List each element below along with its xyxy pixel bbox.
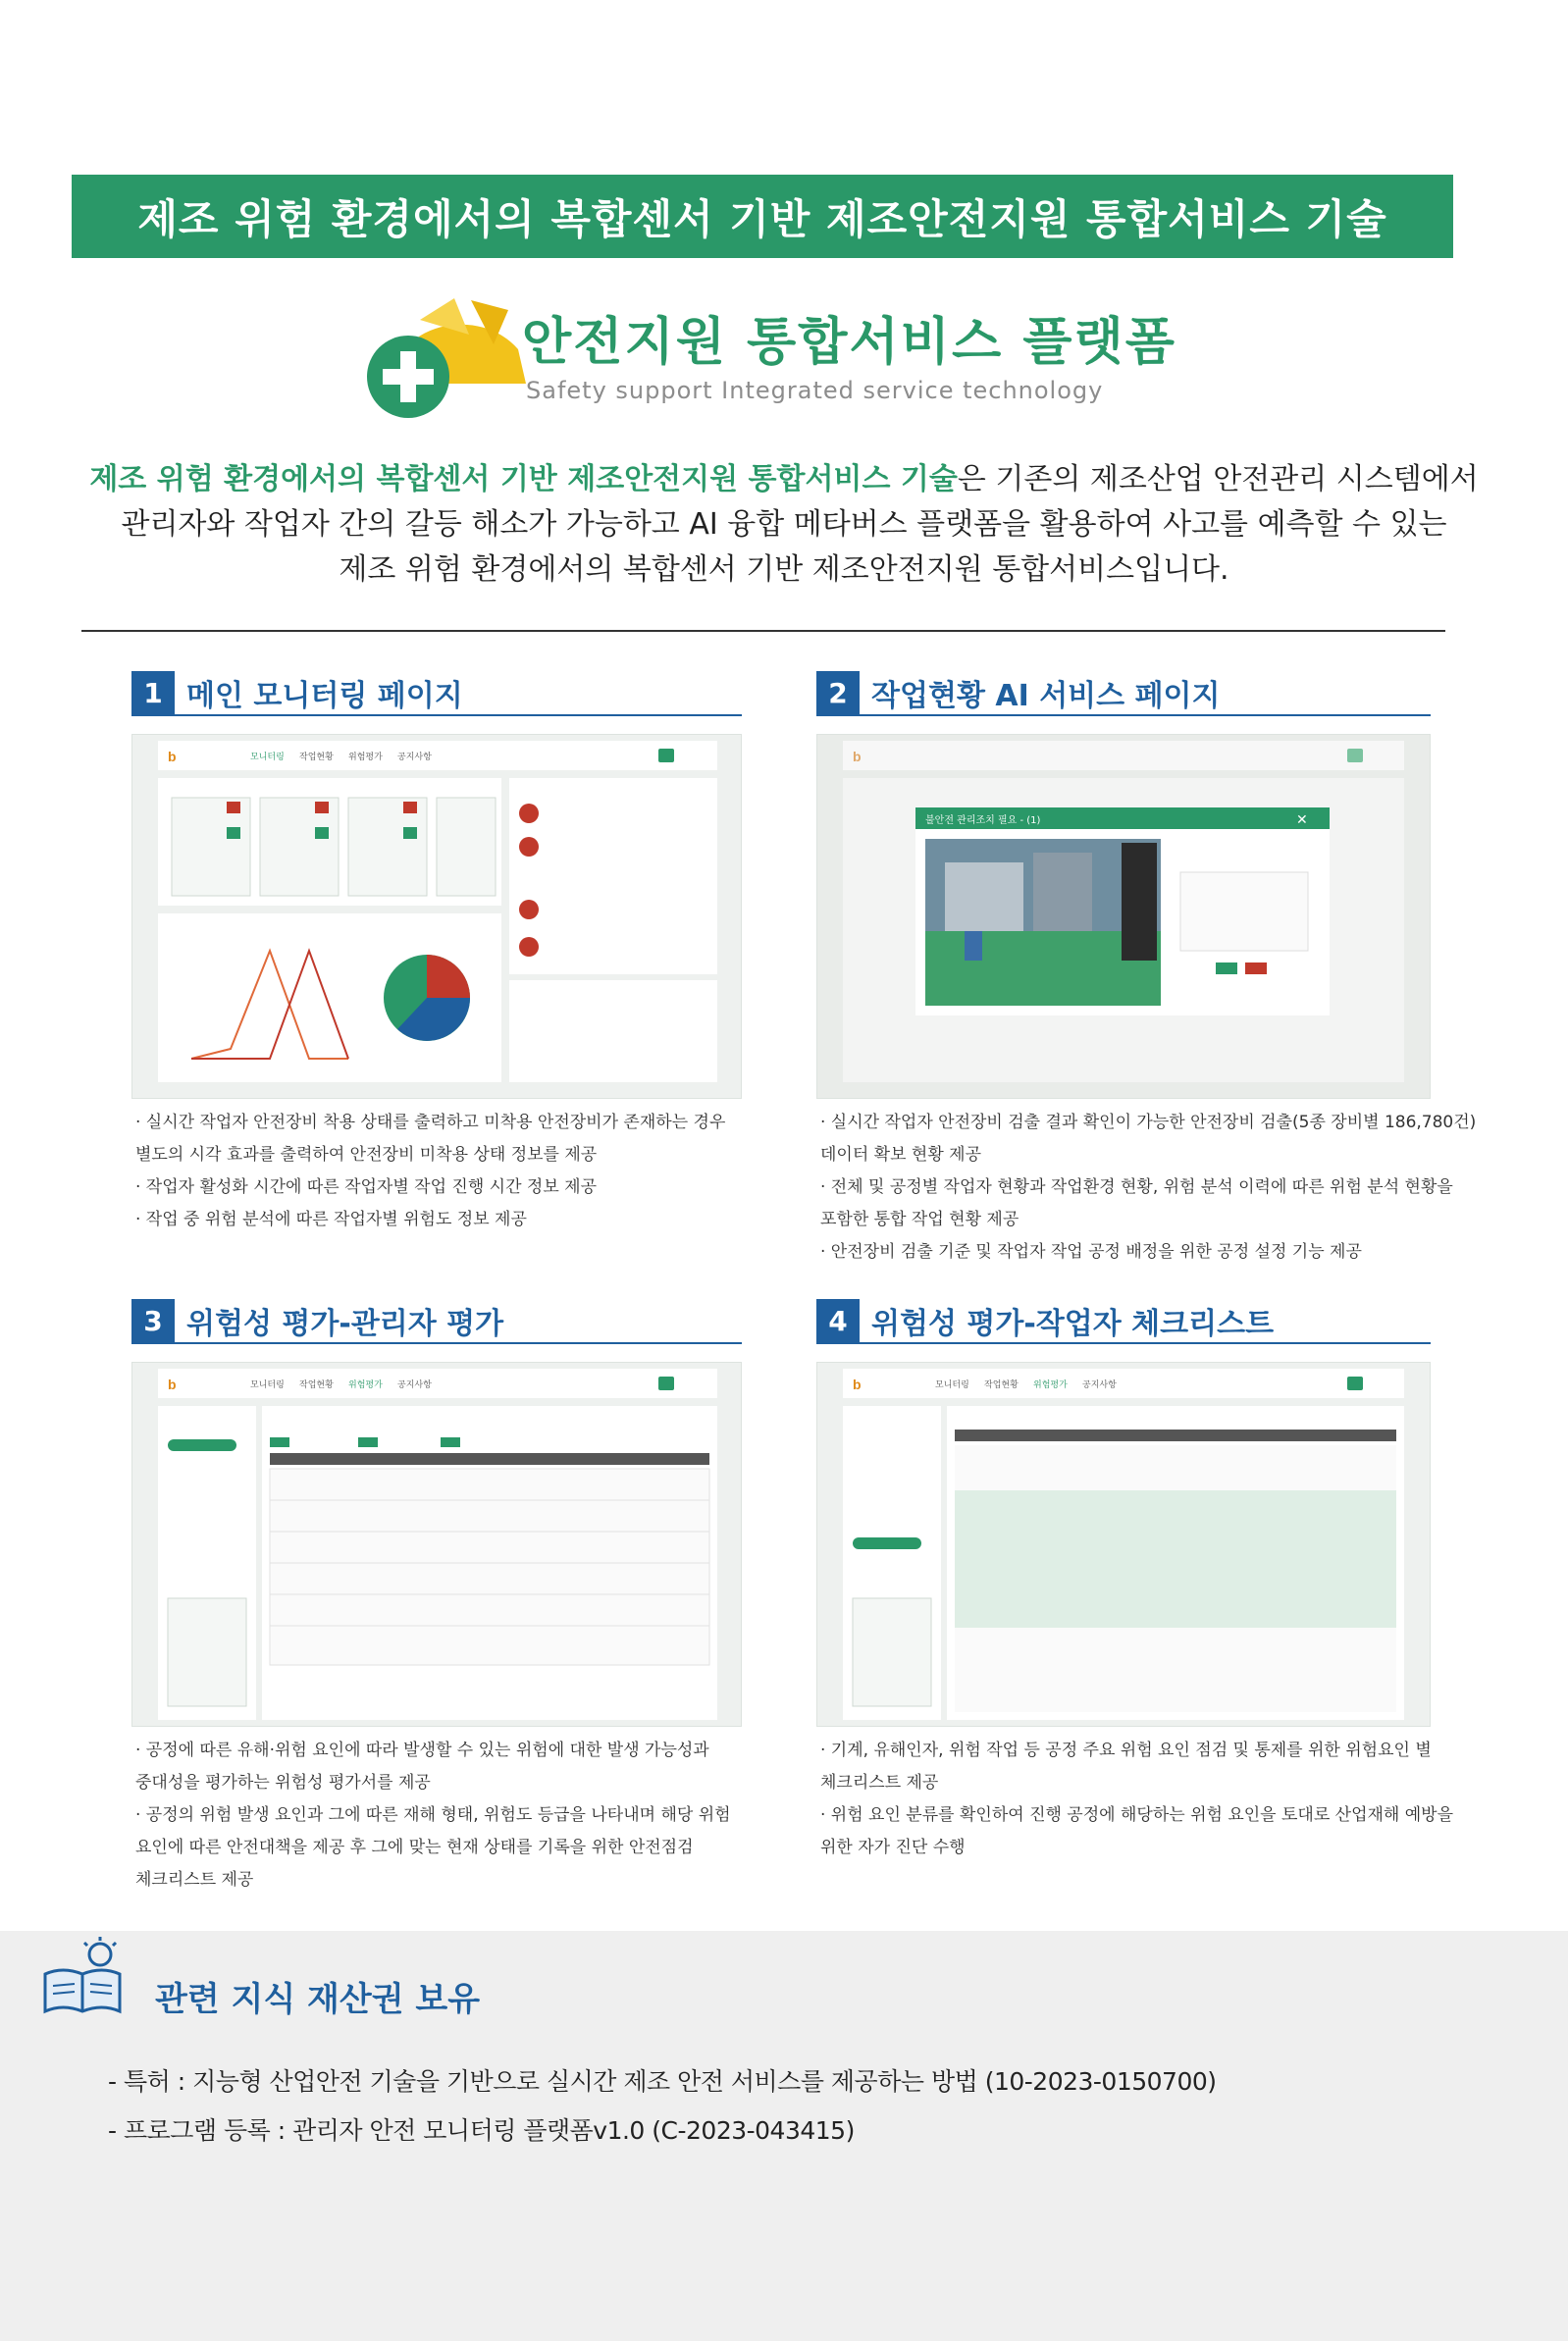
nav-item: 위험평가 [348, 753, 383, 762]
section-label: 작업현황 AI 서비스 페이지 [871, 679, 1221, 713]
nav-item: 위험평가 [348, 1380, 383, 1390]
nav-item: 위험평가 [1033, 1380, 1068, 1390]
bullet-text: · 실시간 작업자 안전장비 검출 결과 확인이 가능한 안전장비 검출(5종 장비별 186,780건) [820, 1113, 1477, 1132]
logo-subtitle: Safety support Integrated service technology [526, 377, 1104, 404]
page-banner-title: 제조 위험 환경에서의 복합센서 기반 제조안전지원 통합서비스 기술 [72, 175, 1453, 258]
worker-checklist-screenshot [816, 1362, 1431, 1727]
nav-item: 모니터링 [935, 1380, 969, 1390]
section-2-title [816, 671, 1431, 716]
section-label: 위험성 평가-관리자 평가 [186, 1307, 504, 1341]
divider [81, 630, 1445, 632]
svg-text:b: b [168, 749, 177, 764]
intro-line2: 관리자와 작업자 간의 갈등 해소가 가능하고 AI 융합 메타버스 플랫폼을 활용하여 사고를 예측할 수 있는 [121, 507, 1447, 542]
bullet-text: · 작업자 활성화 시간에 따른 작업자별 작업 진행 시간 정보 제공 [135, 1177, 597, 1197]
svg-text:b: b [853, 749, 862, 764]
bullet-text: · 작업 중 위험 분석에 따른 작업자별 위험도 정보 제공 [135, 1210, 527, 1229]
program-registration-line: - 프로그램 등록 : 관리자 안전 모니터링 플랫폼v1.0 (C-2023-043415) [108, 2116, 855, 2145]
bullet-text: 요인에 따른 안전대책을 제공 후 그에 맞는 현재 상태를 기록을 위한 안전점검 [135, 1838, 694, 1857]
nav-item: 모니터링 [250, 753, 285, 762]
section-label: 메인 모니터링 페이지 [186, 679, 463, 713]
patent-line: - 특허 : 지능형 산업안전 기술을 기반으로 실시간 제조 안전 서비스를 제공하는 방법 (10-2023-0150700) [108, 2067, 1217, 2096]
book-lightbulb-icon [39, 1935, 128, 2023]
bullet-text: · 실시간 작업자 안전장비 착용 상태를 출력하고 미착용 안전장비가 존재하는 경우 [135, 1113, 726, 1132]
bullet-text: 별도의 시각 효과를 출력하여 안전장비 미착용 상태 정보를 제공 [135, 1145, 598, 1165]
section-number: 4 [816, 1299, 860, 1342]
main-monitoring-screenshot [131, 734, 742, 1099]
section-number: 1 [131, 671, 175, 714]
section-4-title [816, 1299, 1431, 1344]
bullet-text: · 공정의 위험 발생 요인과 그에 따른 재해 형태, 위험도 등급을 나타내며 해당 위험 [135, 1805, 731, 1825]
nav-item: 모니터링 [250, 1380, 285, 1390]
bullet-text: 체크리스트 제공 [135, 1870, 254, 1890]
intro-paragraph [39, 457, 1529, 593]
nav-item: 공지사항 [1082, 1380, 1117, 1390]
modal-title: 불안전 관리조치 필요 - (1) [925, 815, 1041, 826]
bullet-text: · 기계, 유해인자, 위험 작업 등 공정 주요 위험 요인 점검 및 통제를 위한 위험요인 별 [820, 1741, 1432, 1760]
bullet-text: · 공정에 따른 유해·위험 요인에 따라 발생할 수 있는 위험에 대한 발생 가능성과 [135, 1741, 709, 1760]
ai-service-screenshot [816, 734, 1431, 1099]
nav-item: 작업현황 [299, 753, 334, 762]
bullet-text: 데이터 확보 현황 제공 [820, 1145, 982, 1165]
section-1-title [131, 671, 742, 716]
intro-line1: 은 기존의 제조산업 안전관리 시스템에서 [957, 462, 1479, 496]
nav-item: 공지사항 [397, 1380, 432, 1390]
section-number: 2 [816, 671, 860, 714]
section-label: 위험성 평가-작업자 체크리스트 [871, 1307, 1275, 1341]
svg-text:b: b [168, 1377, 177, 1392]
ip-title: 관련 지식 재산권 보유 [155, 1980, 481, 2019]
bullet-text: · 안전장비 검출 기준 및 작업자 작업 공정 배정을 위한 공정 설정 기능 제공 [820, 1242, 1362, 1262]
svg-text:b: b [853, 1377, 862, 1392]
svg-text:✕: ✕ [1296, 812, 1308, 828]
section-4-bullets [816, 1735, 1503, 1864]
bullet-text: 중대성을 평가하는 위험성 평가서를 제공 [135, 1773, 431, 1793]
nav-item: 작업현황 [299, 1380, 334, 1390]
logo-title: 안전지원 통합서비스 플랫폼 [522, 313, 1176, 372]
section-3-bullets [131, 1735, 779, 1897]
bullet-text: 포함한 통합 작업 현황 제공 [820, 1210, 1019, 1229]
nav-item: 작업현황 [984, 1380, 1019, 1390]
bullet-text: 위한 자가 진단 수행 [820, 1838, 966, 1857]
manager-assessment-screenshot [131, 1362, 742, 1727]
intro-line3: 제조 위험 환경에서의 복합센서 기반 제조안전지원 통합서비스입니다. [339, 552, 1229, 587]
section-3-title [131, 1299, 742, 1344]
section-number: 3 [131, 1299, 175, 1342]
nav-item: 공지사항 [397, 753, 432, 762]
intro-highlight: 제조 위험 환경에서의 복합센서 기반 제조안전지원 통합서비스 기술 [89, 462, 958, 496]
section-1-bullets [131, 1107, 759, 1236]
section-2-bullets [816, 1107, 1503, 1269]
bullet-text: · 전체 및 공정별 작업자 현황과 작업환경 현황, 위험 분석 이력에 따른 위험 분석 현황을 [820, 1177, 1453, 1197]
bullet-text: · 위험 요인 분류를 확인하여 진행 공정에 해당하는 위험 요인을 토대로 산업재해 예방을 [820, 1805, 1454, 1825]
bullet-text: 체크리스트 제공 [820, 1773, 939, 1793]
